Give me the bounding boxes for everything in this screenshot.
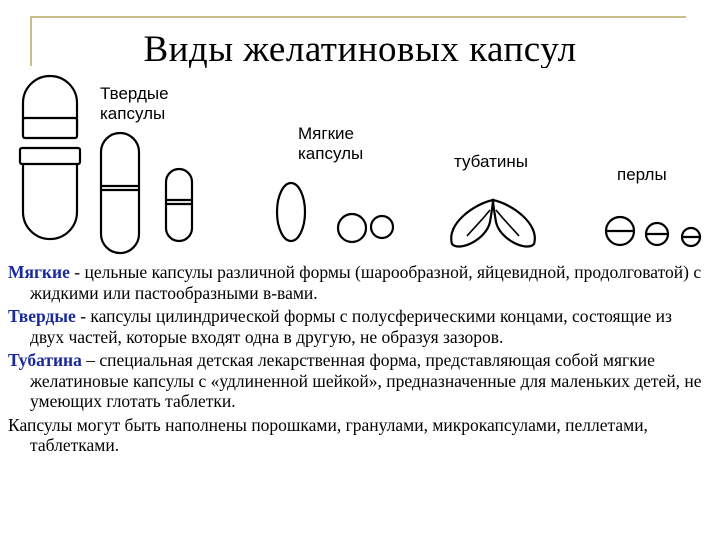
soft-capsule-oval-icon	[277, 183, 305, 241]
definitions-block	[8, 262, 708, 459]
term-soft: Мягкие	[8, 262, 70, 282]
definition-tubatin-text: специальная детская лекарственная форма, представляющая собой мягкие желатиновые капсулы с «удлиненной шейкой», предназначенные для маленьких детей, не умеющих глотать таблетки.	[30, 350, 702, 411]
definition-soft: Мягкие - цельные капсулы различной формы (шарообразной, яйцевидной, продолговатой) с жидкими или пастообразными в-вами.	[8, 262, 702, 303]
definition-hard-text: капсулы цилиндрической формы с полусферическими концами, состоящие из двух частей, которые входят одна в другую, не образуя зазоров.	[30, 306, 672, 347]
pearl-medium-icon	[646, 223, 668, 245]
label-tubatins: тубатины	[454, 152, 528, 171]
label-soft-capsules: Мягкие капсулы	[298, 124, 364, 163]
definition-tubatin: Тубатина – специальная детская лекарственная форма, представляющая собой мягкие желатиновые капсулы с «удлиненной шейкой», предназначенные для маленьких детей, не умеющих глотать таблетки.	[8, 350, 702, 411]
hard-capsule-large-icon	[20, 76, 80, 239]
definition-soft-text: цельные капсулы различной формы (шарообразной, яйцевидной, продолговатой) с жидкими или пастообразными в-вами.	[30, 262, 702, 303]
label-hard-capsules: Твердые капсулы	[100, 84, 169, 123]
capsules-illustration	[0, 0, 720, 262]
hard-capsule-small-icon	[166, 169, 192, 241]
pearl-large-icon	[606, 217, 634, 245]
soft-capsule-round-icon	[338, 214, 366, 242]
term-tubatin: Тубатина	[8, 350, 82, 370]
filling-note: Капсулы могут быть наполнены порошками, гранулами, микрокапсулами, пеллетами, таблетками.	[8, 414, 648, 455]
term-hard: Твердые	[8, 306, 76, 326]
definition-hard: Твердые - капсулы цилиндрической формы с полусферическими концами, состоящие из двух частей, которые входят одна в другую, не образуя зазоров.	[8, 306, 672, 347]
tubatin-capsule-icon	[451, 200, 535, 247]
soft-capsule-small-icon	[371, 216, 393, 238]
pearl-small-icon	[682, 228, 700, 246]
label-pearls: перлы	[617, 165, 667, 184]
hard-capsule-medium-icon	[101, 133, 139, 253]
slide-title: Виды желатиновых капсул	[143, 30, 577, 68]
